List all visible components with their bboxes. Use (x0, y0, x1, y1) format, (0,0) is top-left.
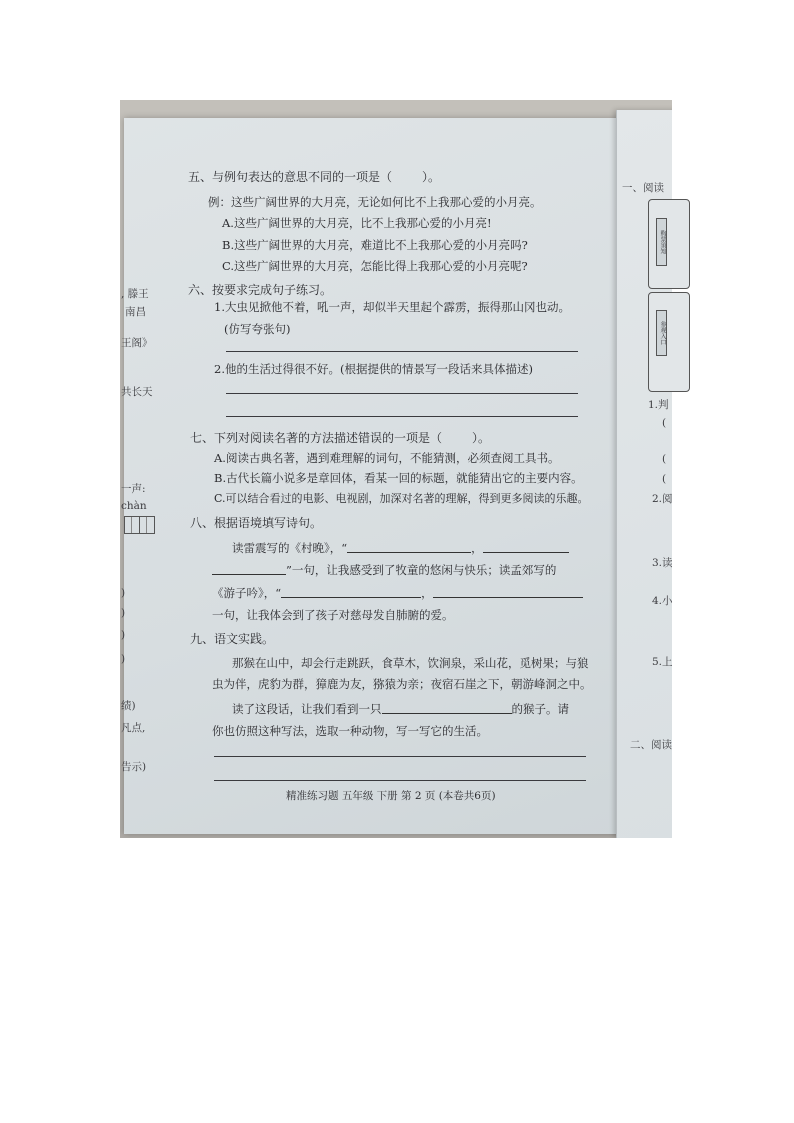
q9-passage-line2: 虫为伴，虎豹为群，獐鹿为友，猕猿为亲；夜宿石崖之下，朝游峰洞之中。 (212, 677, 592, 691)
right-fragment: 4.小 (652, 595, 673, 607)
answer-line[interactable] (226, 416, 578, 417)
q5-option-b: B.这些广阔世界的大月亮，难道比不上我那心爱的小月亮吗? (222, 238, 528, 252)
ticket-info-box (648, 199, 690, 289)
q8-line2: ”一句，让我感受到了牧童的悠闲与快乐；读孟郊写的 (212, 563, 556, 577)
q8-line4: 一句，让我体会到了孩子对慈母发自肺腑的爱。 (212, 608, 454, 622)
q9-title: 九、语文实践。 (190, 632, 275, 646)
right-fragment: ( (662, 473, 667, 485)
answer-line[interactable] (214, 780, 586, 781)
left-fragment: chàn (121, 500, 147, 512)
left-fragment: 告示) (121, 761, 147, 773)
page-footer: 精准练习题 五年级 下册 第 2 页 (本卷共6页) (286, 790, 496, 802)
q8-line1: 读雷震写的《村晚》，“ ， (232, 541, 569, 555)
left-fragment: 南昌 (125, 306, 146, 318)
q6-item1: 1.大虫见掀他不着，吼一声，却似半天里起个霹雳，振得那山冈也动。 (214, 300, 570, 314)
pinyin-writing-box (139, 516, 155, 534)
poem-blank[interactable] (212, 563, 286, 575)
q5-option-c: C.这些广阔世界的大月亮，怎能比得上我那心爱的小月亮呢? (222, 259, 528, 273)
q7-option-c: C.可以结合看过的电影、电视剧，加深对名著的理解，得到更多阅读的乐趣。 (214, 492, 589, 505)
left-fragment: 王阁》 (121, 337, 153, 349)
left-fragment: 共长天 (121, 386, 153, 398)
q5-title: 五、与例句表达的意思不同的一项是（ ）。 (188, 170, 441, 184)
box-label-tag: 参观入口 (656, 310, 667, 356)
left-fragment: 绩) (121, 700, 136, 712)
entrance-info-box (648, 292, 690, 392)
q9-prompt-line1: 读了这段话，让我们看到一只 的猴子。请 (232, 702, 569, 716)
answer-blank[interactable] (382, 702, 512, 714)
q7-title: 七、下列对阅读名著的方法描述错误的一项是（ ）。 (190, 431, 491, 445)
poem-blank[interactable] (433, 586, 583, 598)
left-fragment: ) (121, 587, 126, 599)
q7-option-a: A.阅读古典名著，遇到难理解的词句，不能猜测，必须查阅工具书。 (214, 451, 560, 465)
right-fragment: 二、阅读 (630, 739, 672, 751)
left-fragment: ) (121, 607, 126, 619)
box-label-tag: 购票須知 (656, 218, 667, 266)
answer-line[interactable] (226, 393, 578, 394)
right-fragment: ( (662, 417, 667, 429)
answer-line[interactable] (214, 756, 586, 757)
right-fragment: 3.读 (652, 557, 673, 569)
q8-line3: 《游子吟》，“ ， (212, 586, 583, 600)
q8-title: 八、根据语境填写诗句。 (190, 516, 323, 530)
left-fragment: 一声: (121, 483, 146, 495)
q5-example: 例：这些广阔世界的大月亮，无论如何比不上我那心爱的小月亮。 (208, 195, 542, 209)
q9-passage-line1: 那猴在山中，却会行走跳跃，食草木，饮涧泉，采山花，觅树果；与狼 (232, 656, 589, 670)
poem-blank[interactable] (347, 541, 471, 553)
right-fragment: ( (662, 453, 667, 465)
left-fragment: ) (121, 629, 126, 641)
answer-line[interactable] (226, 351, 578, 352)
right-fragment: 5.上 (652, 656, 673, 668)
q6-item2: 2.他的生活过得很不好。(根据提供的情景写一段话来具体描述) (214, 362, 533, 376)
right-fragment: 一、阅读 (622, 182, 664, 194)
q9-prompt-line2: 你也仿照这种写法，选取一种动物，写一写它的生活。 (212, 724, 488, 738)
left-fragment: 凡点, (121, 722, 146, 734)
q7-option-b: B.古代长篇小说多是章回体，看某一回的标题，就能猜出它的主要内容。 (214, 471, 583, 485)
q5-option-a: A.这些广阔世界的大月亮，比不上我那心爱的小月亮! (222, 216, 492, 230)
poem-blank[interactable] (483, 541, 569, 553)
pinyin-writing-box (124, 516, 140, 534)
q6-title: 六、按要求完成句子练习。 (188, 283, 333, 297)
q6-item1-note: (仿写夸张句) (224, 322, 291, 336)
right-fragment: 1.判 (648, 399, 669, 411)
right-fragment: 2.阅 (652, 493, 673, 505)
poem-blank[interactable] (281, 586, 421, 598)
left-fragment: ) (121, 653, 126, 665)
left-fragment: , 滕王 (121, 288, 149, 300)
